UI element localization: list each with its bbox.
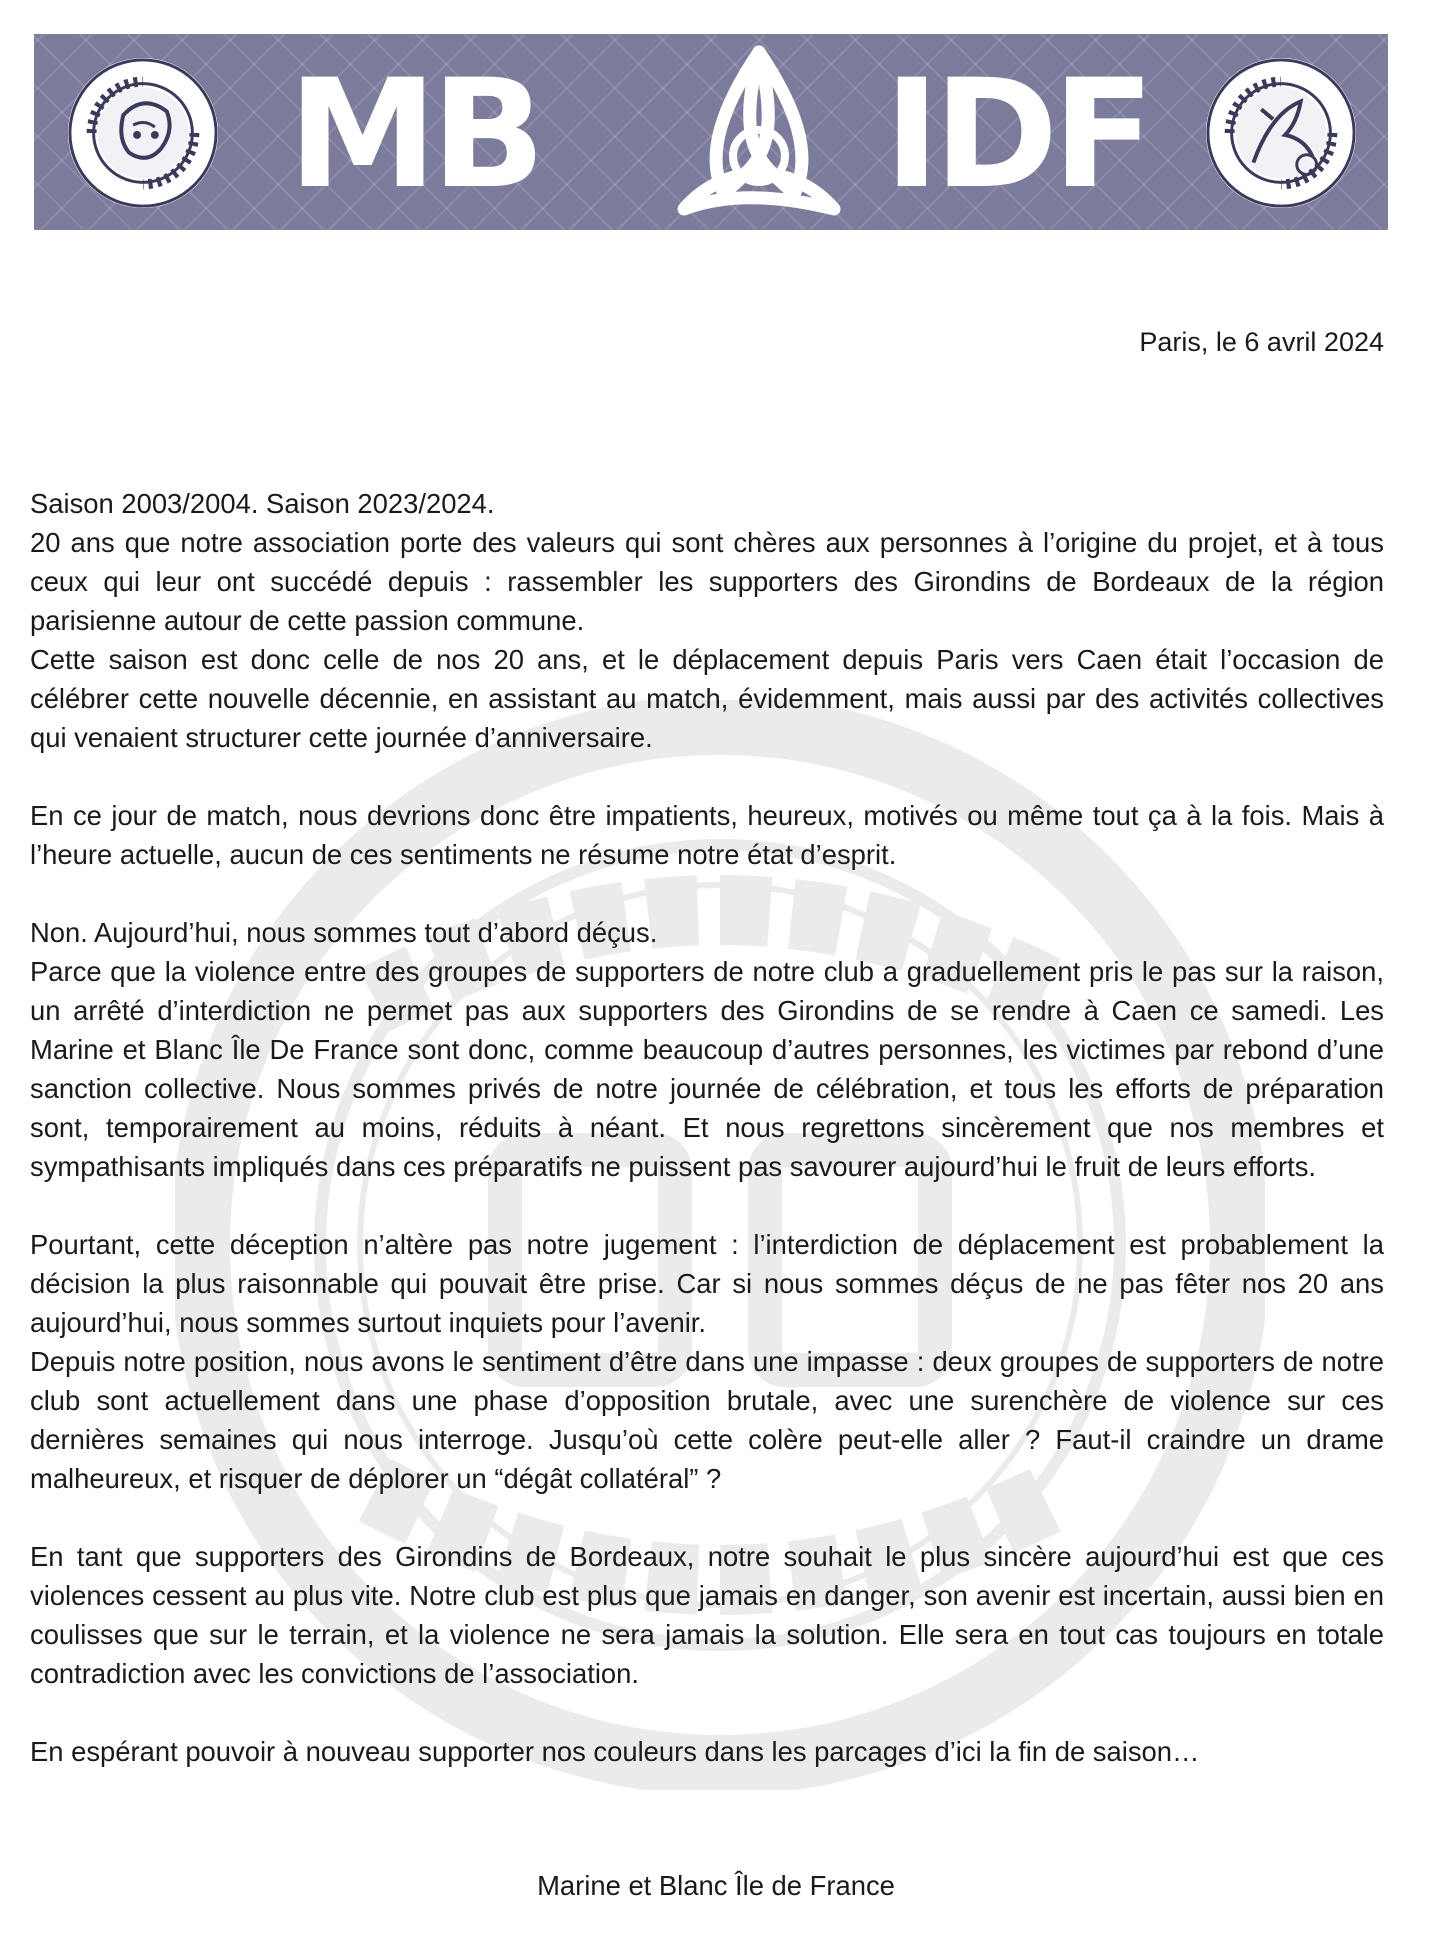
club-badge-left bbox=[64, 54, 222, 212]
triquetra-icon bbox=[664, 44, 854, 220]
letter-date: Paris, le 6 avril 2024 bbox=[1139, 327, 1384, 357]
paragraph-line: Cette saison est donc celle de nos 20 ans, et le déplacement depuis Paris vers Caen était l’occasion de célébrer cette nouvelle décennie, en assistant au match, évidemment, mais aussi par des activités collectives qui venaient structurer cette journée d’anniversaire. bbox=[30, 644, 1384, 753]
paragraph bbox=[30, 484, 1384, 757]
paragraph-line: Non. Aujourd’hui, nous sommes tout d’abord déçus. bbox=[30, 917, 658, 948]
header-banner bbox=[34, 34, 1388, 230]
paragraph-line: En tant que supporters des Girondins de Bordeaux, notre souhait le plus sincère aujourd’hui est que ces violences cessent au plus vite. Notre club est plus que jamais en danger, son avenir est incertain, aussi bien en coulisses que sur le terrain, et la violence ne sera jamais la solution. Elle sera en tout cas toujours en totale contradiction avec les convictions de l’association. bbox=[30, 1541, 1384, 1689]
paragraph-line: Saison 2003/2004. Saison 2023/2024. bbox=[30, 488, 495, 519]
paragraph-line: Pourtant, cette déception n’altère pas notre jugement : l’interdiction de déplacement est probablement la décision la plus raisonnable qui pouvait être prise. Car si nous sommes déçus de ne pas fêter nos 20 ans aujourd’hui, nous sommes surtout inquiets pour l’avenir. bbox=[30, 1229, 1384, 1338]
paragraph bbox=[30, 796, 1384, 874]
paragraph-line: En espérant pouvoir à nouveau supporter nos couleurs dans les parcages d’ici la fin de saison… bbox=[30, 1736, 1200, 1767]
banner-title-mb: MB bbox=[288, 48, 540, 222]
paragraph bbox=[30, 913, 1384, 1186]
letter-body bbox=[30, 484, 1384, 1810]
paragraph-line: Depuis notre position, nous avons le sentiment d’être dans une impasse : deux groupes de supporters de notre club sont actuellement dans une phase d’opposition brutale, avec une surenchère de violence sur ces dernières semaines qui nous interroge. Jusqu’où cette colère peut-elle aller ? Faut-il craindre un drame malheureux, et risquer de déplorer un “dégât collatéral” ? bbox=[30, 1346, 1384, 1494]
paragraph bbox=[30, 1225, 1384, 1498]
paragraph-line: Parce que la violence entre des groupes de supporters de notre club a graduellement pris le pas sur la raison, un arrêté d’interdiction ne permet pas aux supporters des Girondins de se rendre à Caen ce samedi. Les Marine et Blanc Île De France sont donc, comme beaucoup d’autres personnes, les victimes par rebond d’une sanction collective. Nous sommes privés de notre journée de célébration, et tous les efforts de préparation sont, temporairement au moins, réduits à néant. Et nous regrettons sincèrement que nos membres et sympathisants impliqués dans ces préparatifs ne puissent pas savourer aujourd’hui le fruit de leurs efforts. bbox=[30, 956, 1384, 1182]
banner-title-idf: IDF bbox=[884, 48, 1149, 222]
paragraph-line: 20 ans que notre association porte des valeurs qui sont chères aux personnes à l’origine du projet, et à tous ceux qui leur ont succédé depuis : rassembler les supporters des Girondins de Bordeaux de la région parisienne autour de cette passion commune. bbox=[30, 527, 1384, 636]
paragraph bbox=[30, 1537, 1384, 1693]
club-badge-right bbox=[1202, 54, 1360, 212]
paragraph-line: En ce jour de match, nous devrions donc être impatients, heureux, motivés ou même tout ça à la fois. Mais à l’heure actuelle, aucun de ces sentiments ne résume notre état d’esprit. bbox=[30, 800, 1384, 870]
paragraph bbox=[30, 1732, 1384, 1771]
letter-signature: Marine et Blanc Île de France bbox=[537, 1870, 895, 1901]
